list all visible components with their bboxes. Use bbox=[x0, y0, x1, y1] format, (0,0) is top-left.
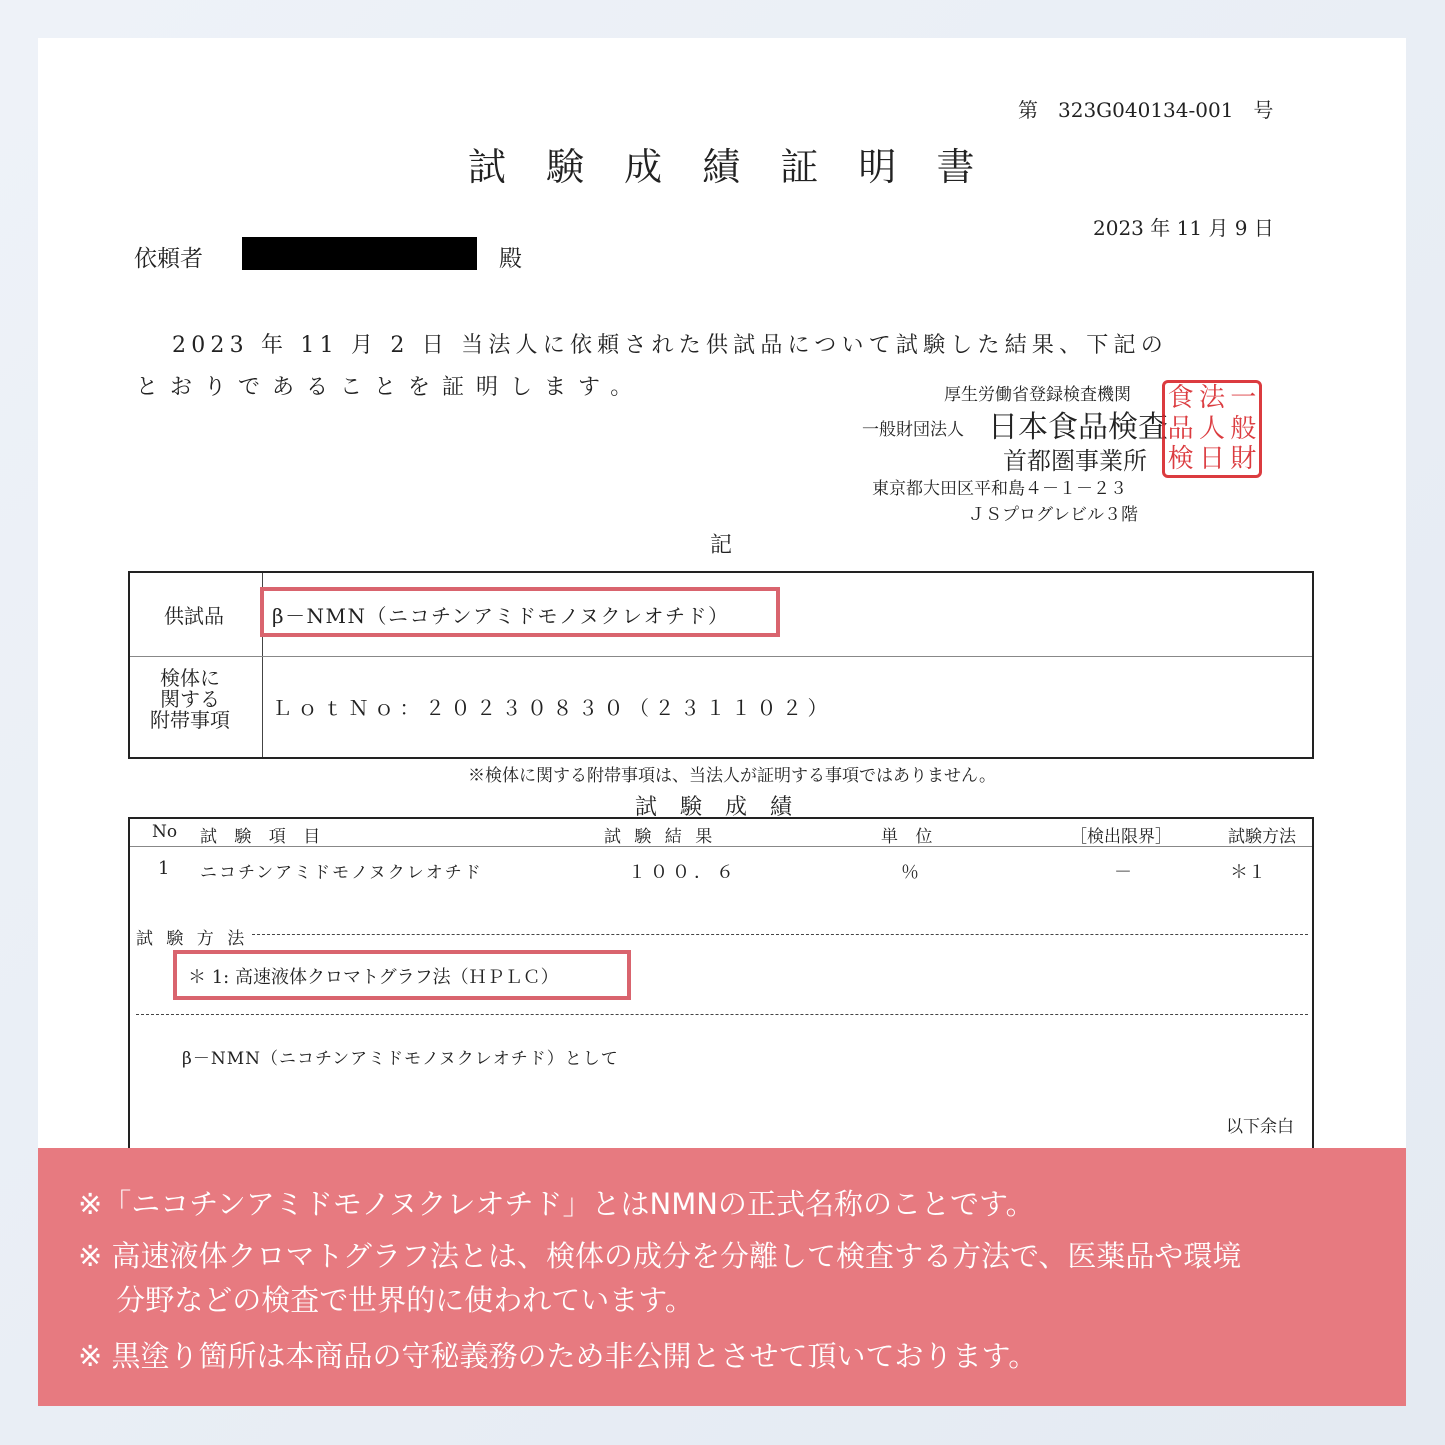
note-line: ※「ニコチンアミドモノヌクレオチド」とはNMNの正式名称のことです。 bbox=[78, 1187, 1035, 1221]
sample-value: β－NMN（ニコチンアミドモノヌクレオチド） bbox=[272, 604, 730, 628]
end-note: 以下余白 bbox=[1226, 1117, 1294, 1137]
method-value: ＊ 1: 高速液体クロマトグラフ法（ＨＰＬＣ） bbox=[188, 967, 559, 988]
official-seal bbox=[1162, 380, 1262, 478]
org-address: 東京都大田区平和島４－１－２３ bbox=[872, 479, 1127, 499]
dashed-divider bbox=[252, 934, 1308, 935]
method-label: 試 験 方 法 bbox=[136, 929, 249, 949]
row-unit: ％ bbox=[901, 862, 919, 883]
seal-character: 一 bbox=[1230, 383, 1257, 413]
sample-label: 供試品 bbox=[164, 604, 224, 628]
seal-character: 般 bbox=[1230, 413, 1257, 444]
org-type: 一般財団法人 bbox=[862, 420, 964, 440]
as-note: β－NMN（ニコチンアミドモノヌクレオチド）として bbox=[182, 1049, 619, 1069]
certificate-number: 第 323G040134-001 号 bbox=[1018, 98, 1274, 122]
seal-character: 日 bbox=[1198, 444, 1225, 475]
org-registration: 厚生労働省登録検査機関 bbox=[944, 385, 1131, 405]
ki-heading: 記 bbox=[710, 533, 733, 558]
seal-character: 人 bbox=[1198, 413, 1225, 444]
note-line: 分野などの検査で世界的に使われています。 bbox=[78, 1283, 694, 1317]
sample-table-rowline bbox=[130, 656, 1312, 657]
page-title: 試 験 成 績 証 明 書 bbox=[468, 145, 989, 189]
redacted-requester bbox=[242, 237, 477, 270]
specimen-note: ※検体に関する附帯事項は、当法人が証明する事項ではありません。 bbox=[468, 766, 997, 786]
row-limit: － bbox=[1114, 862, 1132, 883]
seal-character: 財 bbox=[1230, 444, 1257, 475]
row-no: 1 bbox=[158, 858, 170, 879]
org-office: 首都圏事業所 bbox=[1003, 447, 1147, 475]
issue-date: 2023 年 11 月 9 日 bbox=[1093, 216, 1274, 240]
dashed-divider bbox=[136, 1014, 1308, 1015]
seal-character: 品 bbox=[1167, 413, 1194, 444]
note-line: ※ 高速液体クロマトグラフ法とは、検体の成分を分離して検査する方法で、医薬品や環境 bbox=[78, 1239, 1242, 1273]
notes-banner bbox=[38, 1148, 1406, 1406]
header-no: No bbox=[152, 822, 178, 842]
requester-label: 依頼者 bbox=[134, 246, 203, 272]
results-title: 試 験 成 績 bbox=[635, 795, 800, 820]
header-limit: ［検出限界］ bbox=[1070, 827, 1172, 847]
seal-character: 食 bbox=[1167, 383, 1194, 413]
header-item: 試 験 項 目 bbox=[200, 827, 327, 847]
org-name: 日本食品検査 bbox=[988, 410, 1168, 445]
header-result: 試 験 結 果 bbox=[604, 827, 717, 847]
header-unit: 単 位 bbox=[881, 827, 939, 847]
row-item: ニコチンアミドモノヌクレオチド bbox=[200, 863, 483, 883]
note-line: ※ 黒塗り箇所は本商品の守秘義務のため非公開とさせて頂いております。 bbox=[78, 1339, 1038, 1373]
specimen-value: ＬｏｔＮｏ：２０２３０８３０（２３１１０２） bbox=[272, 696, 833, 720]
specimen-label: 検体に 関する 附帯事項 bbox=[150, 666, 230, 732]
org-building: ＪＳプログレビル３階 bbox=[968, 505, 1138, 525]
row-result: １００．６ bbox=[628, 862, 738, 883]
body-text-line1: 2023 年 11 月 2 日 当法人に依頼された供試品について試験した結果、下記の bbox=[172, 333, 1168, 358]
requester-suffix: 殿 bbox=[499, 246, 522, 272]
row-method: ＊１ bbox=[1230, 862, 1266, 883]
header-method: 試験方法 bbox=[1228, 827, 1296, 847]
body-text-line2: とおりであることを証明します。 bbox=[136, 375, 645, 400]
seal-character: 法 bbox=[1198, 383, 1225, 413]
seal-character: 検 bbox=[1167, 444, 1194, 475]
